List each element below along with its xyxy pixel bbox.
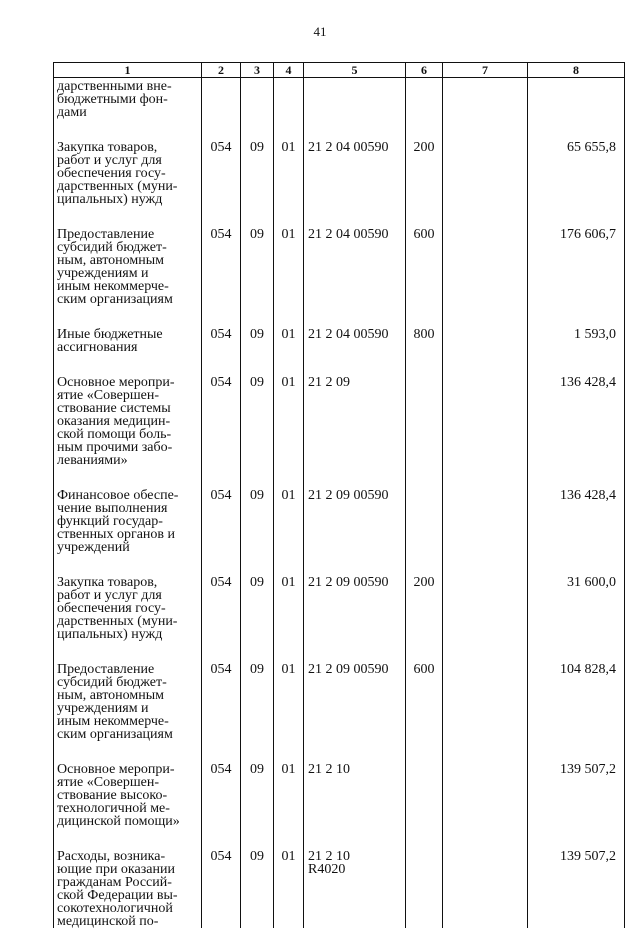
code-cell: 09: [241, 641, 274, 741]
row-name-cell: Иные бюджетные ассигнования: [54, 306, 202, 354]
code-cell: 054: [202, 206, 241, 306]
code-cell: [443, 206, 528, 306]
code-cell: [202, 78, 241, 120]
row-name-cell: Расходы, возника- ющие при оказании гражданам Россий- ской Федерации вы- сокотехнологичной медицинской по-: [54, 828, 202, 928]
amount-cell: 31 600,0: [528, 554, 625, 641]
code-cell: 054: [202, 354, 241, 467]
code-cell: [406, 467, 443, 554]
table-row: [54, 306, 625, 354]
table-row: [54, 78, 625, 120]
code-cell: 054: [202, 828, 241, 928]
code-cell: [406, 354, 443, 467]
table-row: [54, 741, 625, 828]
table-row: [54, 467, 625, 554]
amount-cell: 104 828,4: [528, 641, 625, 741]
code-cell: 21 2 04 00590: [304, 119, 406, 206]
code-cell: [443, 641, 528, 741]
amount-cell: 139 507,2: [528, 828, 625, 928]
code-cell: 01: [274, 467, 304, 554]
code-cell: 09: [241, 306, 274, 354]
code-cell: 09: [241, 206, 274, 306]
code-cell: 054: [202, 641, 241, 741]
code-cell: 01: [274, 554, 304, 641]
code-cell: 054: [202, 741, 241, 828]
code-cell: 01: [274, 206, 304, 306]
code-cell: 21 2 10 R4020: [304, 828, 406, 928]
column-header: 5: [304, 63, 406, 78]
code-cell: 21 2 09 00590: [304, 554, 406, 641]
table-row: [54, 206, 625, 306]
code-cell: 01: [274, 741, 304, 828]
code-cell: 21 2 04 00590: [304, 206, 406, 306]
code-cell: 09: [241, 354, 274, 467]
code-cell: 21 2 04 00590: [304, 306, 406, 354]
amount-cell: 136 428,4: [528, 354, 625, 467]
amount-cell: 136 428,4: [528, 467, 625, 554]
amount-cell: 139 507,2: [528, 741, 625, 828]
table-row: [54, 828, 625, 928]
column-header: 1: [54, 63, 202, 78]
code-cell: 01: [274, 306, 304, 354]
code-cell: [406, 78, 443, 120]
code-cell: 21 2 09: [304, 354, 406, 467]
code-cell: 01: [274, 828, 304, 928]
column-header: 8: [528, 63, 625, 78]
code-cell: 200: [406, 554, 443, 641]
code-cell: [443, 554, 528, 641]
table-row: [54, 554, 625, 641]
table-row: [54, 119, 625, 206]
code-cell: 21 2 09 00590: [304, 467, 406, 554]
amount-cell: [528, 78, 625, 120]
page-number: 41: [313, 24, 327, 39]
code-cell: 200: [406, 119, 443, 206]
row-name-cell: Предоставление субсидий бюджет- ным, автономным учреждениям и иным некоммерче- ским организациям: [54, 641, 202, 741]
code-cell: 09: [241, 828, 274, 928]
amount-cell: 176 606,7: [528, 206, 625, 306]
row-name-cell: Закупка товаров, работ и услуг для обеспечения госу- дарственных (муни- ципальных) нужд: [54, 554, 202, 641]
code-cell: 054: [202, 554, 241, 641]
code-cell: [443, 467, 528, 554]
table-row: [54, 354, 625, 467]
row-name-cell: Закупка товаров, работ и услуг для обеспечения госу- дарственных (муни- ципальных) нужд: [54, 119, 202, 206]
amount-cell: 1 593,0: [528, 306, 625, 354]
code-cell: 01: [274, 119, 304, 206]
row-name-cell: Предоставление субсидий бюджет- ным, автономным учреждениям и иным некоммерче- ским организациям: [54, 206, 202, 306]
budget-table: [53, 62, 625, 928]
code-cell: 01: [274, 641, 304, 741]
code-cell: [443, 119, 528, 206]
code-cell: 054: [202, 119, 241, 206]
code-cell: [274, 78, 304, 120]
code-cell: [406, 741, 443, 828]
column-header: 2: [202, 63, 241, 78]
code-cell: 21 2 10: [304, 741, 406, 828]
code-cell: [241, 78, 274, 120]
code-cell: 054: [202, 467, 241, 554]
code-cell: 600: [406, 641, 443, 741]
column-header: 4: [274, 63, 304, 78]
code-cell: [443, 741, 528, 828]
code-cell: [304, 78, 406, 120]
code-cell: 800: [406, 306, 443, 354]
code-cell: 09: [241, 554, 274, 641]
code-cell: [443, 354, 528, 467]
code-cell: 01: [274, 354, 304, 467]
code-cell: [443, 828, 528, 928]
row-name-cell: дарственными вне- бюджетными фон- дами: [54, 78, 202, 120]
row-name-cell: Основное меропри- ятие «Совершен- ствование системы оказания медицин- ской помощи боль- ным прочими забо- леваниями»: [54, 354, 202, 467]
code-cell: 09: [241, 119, 274, 206]
code-cell: 09: [241, 741, 274, 828]
table-header-row: [54, 63, 625, 78]
column-header: 3: [241, 63, 274, 78]
amount-cell: 65 655,8: [528, 119, 625, 206]
code-cell: [406, 828, 443, 928]
code-cell: [443, 306, 528, 354]
code-cell: 21 2 09 00590: [304, 641, 406, 741]
column-header: 6: [406, 63, 443, 78]
row-name-cell: Финансовое обеспе- чение выполнения функций государ- ственных органов и учреждений: [54, 467, 202, 554]
code-cell: [443, 78, 528, 120]
column-header: 7: [443, 63, 528, 78]
row-name-cell: Основное меропри- ятие «Совершен- ствование высоко- технологичной ме- дицинской помощи»: [54, 741, 202, 828]
code-cell: 054: [202, 306, 241, 354]
table-row: [54, 641, 625, 741]
code-cell: 09: [241, 467, 274, 554]
code-cell: 600: [406, 206, 443, 306]
